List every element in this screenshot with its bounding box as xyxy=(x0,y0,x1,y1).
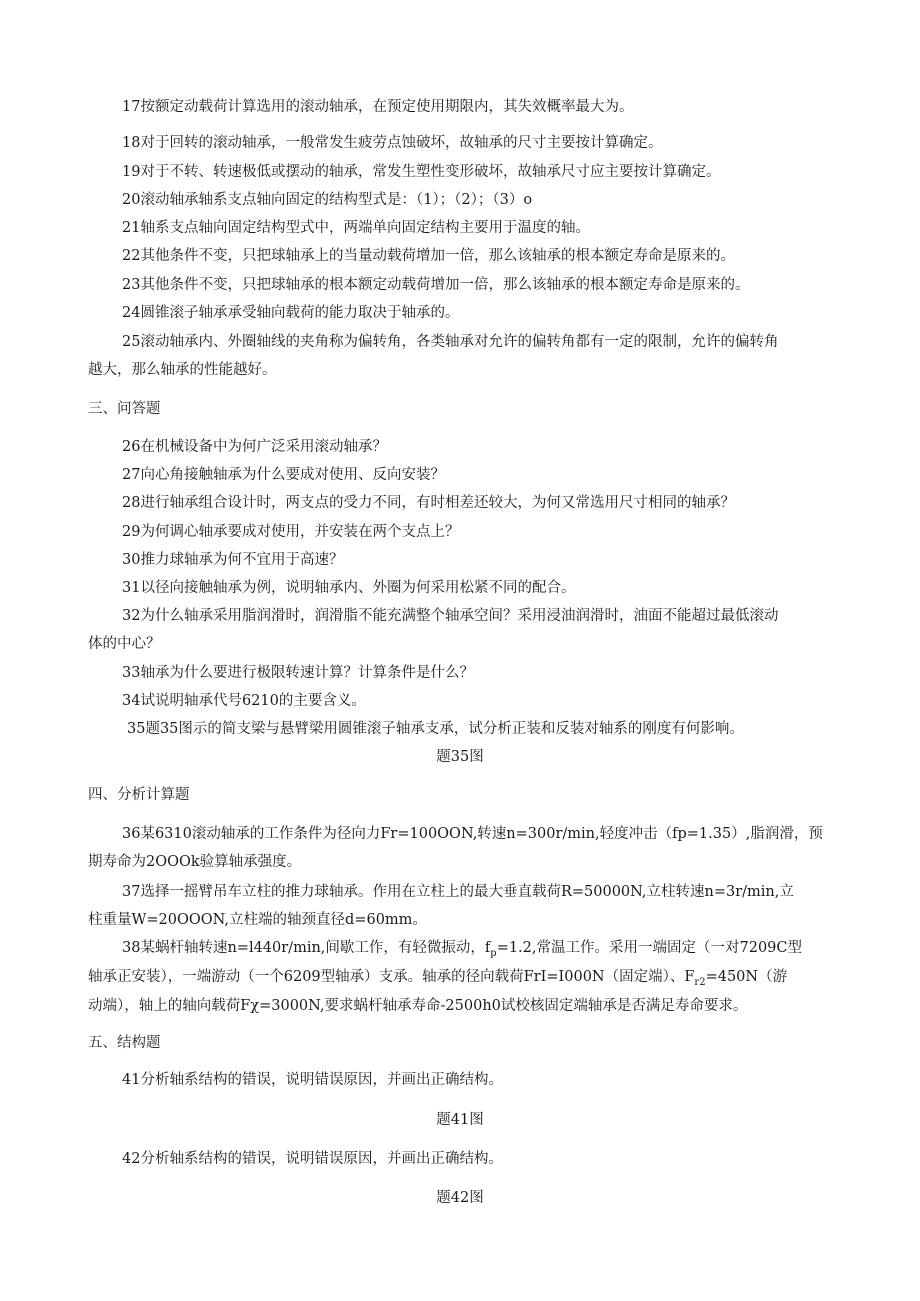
section-3-heading: 三、问答题 xyxy=(88,401,161,417)
question-41: 41分析轴系结构的错误，说明错误原因，并画出正确结构。 xyxy=(122,1072,503,1088)
question-23: 23其他条件不变，只把球轴承的根本额定动载荷增加一倍，那么该轴承的根本额定寿命是原来的。 xyxy=(122,277,750,293)
question-31: 31以径向接触轴承为例，说明轴承内、外圈为何采用松紧不同的配合。 xyxy=(122,580,576,596)
question-18: 18对于回转的滚动轴承，一般常发生疲劳点蚀破坏，故轴承的尺寸主要按计算确定。 xyxy=(122,135,663,151)
figure-42-caption: 题42图 xyxy=(436,1190,484,1206)
question-26: 26在机械设备中为何广泛采用滚动轴承？ xyxy=(122,439,387,455)
question-38-subscript-p: p xyxy=(490,947,497,959)
question-38-line-3: 动端），轴上的轴向载荷Fχ=3000N,要求蜗杆轴承寿命-2500h0试校核固定端轴承是否满足寿命要求。 xyxy=(88,998,748,1014)
question-33: 33轴承为什么要进行极限转速计算？计算条件是什么？ xyxy=(122,665,474,681)
question-27: 27向心角接触轴承为什么要成对使用、反向安装？ xyxy=(122,467,445,483)
question-38-line-2 xyxy=(88,967,787,993)
question-32-continued: 体的中心？ xyxy=(88,636,161,652)
question-25: 25滚动轴承内、外圈轴线的夹角称为偏转角，各类轴承对允许的偏转角都有一定的限制，允许的偏转角 xyxy=(122,334,779,350)
question-38-line-2-text-b: =450N（游 xyxy=(705,969,788,985)
question-25-continued: 越大，那么轴承的性能越好。 xyxy=(88,362,277,378)
question-19: 19对于不转、转速极低或摆动的轴承，常发生塑性变形破坏，故轴承尺寸应主要按计算确定。 xyxy=(122,164,721,180)
question-32: 32为什么轴承采用脂润滑时，润滑脂不能充满整个轴承空间？采用浸油润滑时，油面不能超过最低滚动 xyxy=(122,608,779,624)
question-35: 35题35图示的简支梁与悬臂梁用圆锥滚子轴承支承，试分析正装和反装对轴系的刚度有何影响。 xyxy=(127,721,744,737)
question-38 xyxy=(122,938,802,964)
question-38-text-a: 38某蜗杆轴转速n=l440r∕min,间歇工作，有轻微振动，f xyxy=(122,940,491,956)
question-42: 42分析轴系结构的错误，说明错误原因，并画出正确结构。 xyxy=(122,1151,503,1167)
question-21: 21轴系支点轴向固定结构型式中，两端单向固定结构主要用于温度的轴。 xyxy=(122,220,590,236)
question-20: 20滚动轴承轴系支点轴向固定的结构型式是：（1）；（2）；（3）o xyxy=(122,192,533,208)
section-5-heading: 五、结构题 xyxy=(88,1035,161,1051)
section-4-heading: 四、分析计算题 xyxy=(88,787,190,803)
question-38-text-b: =1.2,常温工作。采用一端固定（一对7209C型 xyxy=(496,940,803,956)
question-38-line-2-text-a: 轴承正安装），一端游动（一个6209型轴承）支承。轴承的径向载荷FrI=I000N（固定端）、F xyxy=(88,969,695,985)
question-34: 34试说明轴承代号6210的主要含义。 xyxy=(122,693,366,709)
question-24: 24圆锥滚子轴承承受轴向载荷的能力取决于轴承的。 xyxy=(122,305,460,321)
question-38-subscript-r2: r2 xyxy=(694,976,706,988)
question-22: 22其他条件不变，只把球轴承上的当量动载荷增加一倍，那么该轴承的根本额定寿命是原来的。 xyxy=(122,248,735,264)
question-28: 28进行轴承组合设计时，两支点的受力不同，有时相差还较大，为何又常选用尺寸相同的轴承？ xyxy=(122,495,735,511)
question-29: 29为何调心轴承要成对使用，并安装在两个支点上？ xyxy=(122,524,460,540)
figure-41-caption: 题41图 xyxy=(436,1112,484,1128)
question-36: 36某6310滚动轴承的工作条件为径向力Fr=100OON,转速n=300r∕min,轻度冲击（fp=1.35）,脂润滑，预 xyxy=(122,826,823,842)
figure-35-caption: 题35图 xyxy=(436,749,484,765)
question-37-continued: 柱重量W=20OOON,立柱端的轴颈直径d=60mm。 xyxy=(88,912,427,928)
question-36-continued: 期寿命为2OOOk验算轴承强度。 xyxy=(88,854,302,870)
question-17: 17按额定动载荷计算选用的滚动轴承，在预定使用期限内，其失效概率最大为。 xyxy=(122,99,634,115)
question-37: 37选择一摇臂吊车立柱的推力球轴承。作用在立柱上的最大垂直载荷R=50000N,立柱转速n=3r/min,立 xyxy=(122,884,794,900)
question-30: 30推力球轴承为何不宜用于高速？ xyxy=(122,552,344,568)
